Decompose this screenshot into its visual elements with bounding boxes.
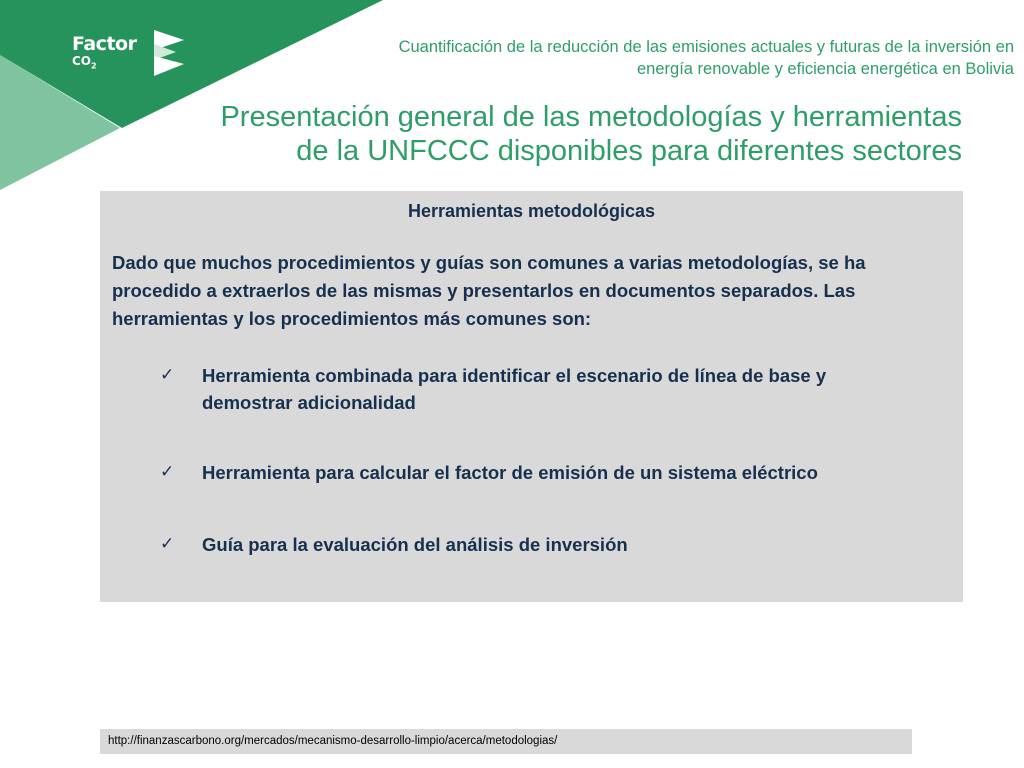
list-item (160, 459, 900, 486)
slide-title (142, 100, 962, 168)
list-item (160, 362, 900, 416)
intro-paragraph: Dado que muchos procedimientos y guías son comunes a varias metodologías, se ha procedido a extraerlos de las mismas y presentarlos en documentos separados. Las herramientas y los procedimientos más comunes son: (112, 252, 866, 329)
subtitle-line-2: energía renovable y eficiencia energética en Bolivia (637, 60, 1014, 78)
checkmark-icon: ✓ (160, 365, 175, 385)
logo-co2 (72, 54, 136, 73)
list-item-text: Herramienta para calcular el factor de emisión de un sistema eléctrico (202, 462, 818, 483)
list-item-text: Herramienta combinada para identificar el escenario de línea de base y demostrar adicionalidad (202, 365, 827, 413)
logo-co-text: CO (72, 54, 92, 68)
presentation-subtitle (294, 36, 1014, 80)
list-item (160, 531, 900, 558)
logo-word: Factor (72, 33, 137, 55)
source-url[interactable]: http://finanzascarbono.org/mercados/mecanismo-desarrollo-limpio/acerca/metodologias/ (108, 735, 558, 747)
checkmark-icon: ✓ (160, 462, 175, 482)
list-item-text: Guía para la evaluación del análisis de inversión (202, 534, 628, 555)
title-line-2: de la UNFCCC disponibles para diferentes sectores (296, 135, 962, 167)
checkmark-icon: ✓ (160, 534, 175, 554)
source-url-bar (100, 729, 912, 754)
content-panel (100, 191, 963, 602)
logo-subscript: 2 (91, 61, 97, 71)
title-line-1: Presentación general de las metodologías y herramientas (220, 101, 962, 133)
subtitle-line-1: Cuantificación de la reducción de las emisiones actuales y futuras de la inversión en (398, 38, 1014, 56)
logo-mark-icon (152, 30, 186, 76)
factor-co2-logo (72, 34, 136, 73)
panel-heading: Herramientas metodológicas (407, 201, 656, 221)
